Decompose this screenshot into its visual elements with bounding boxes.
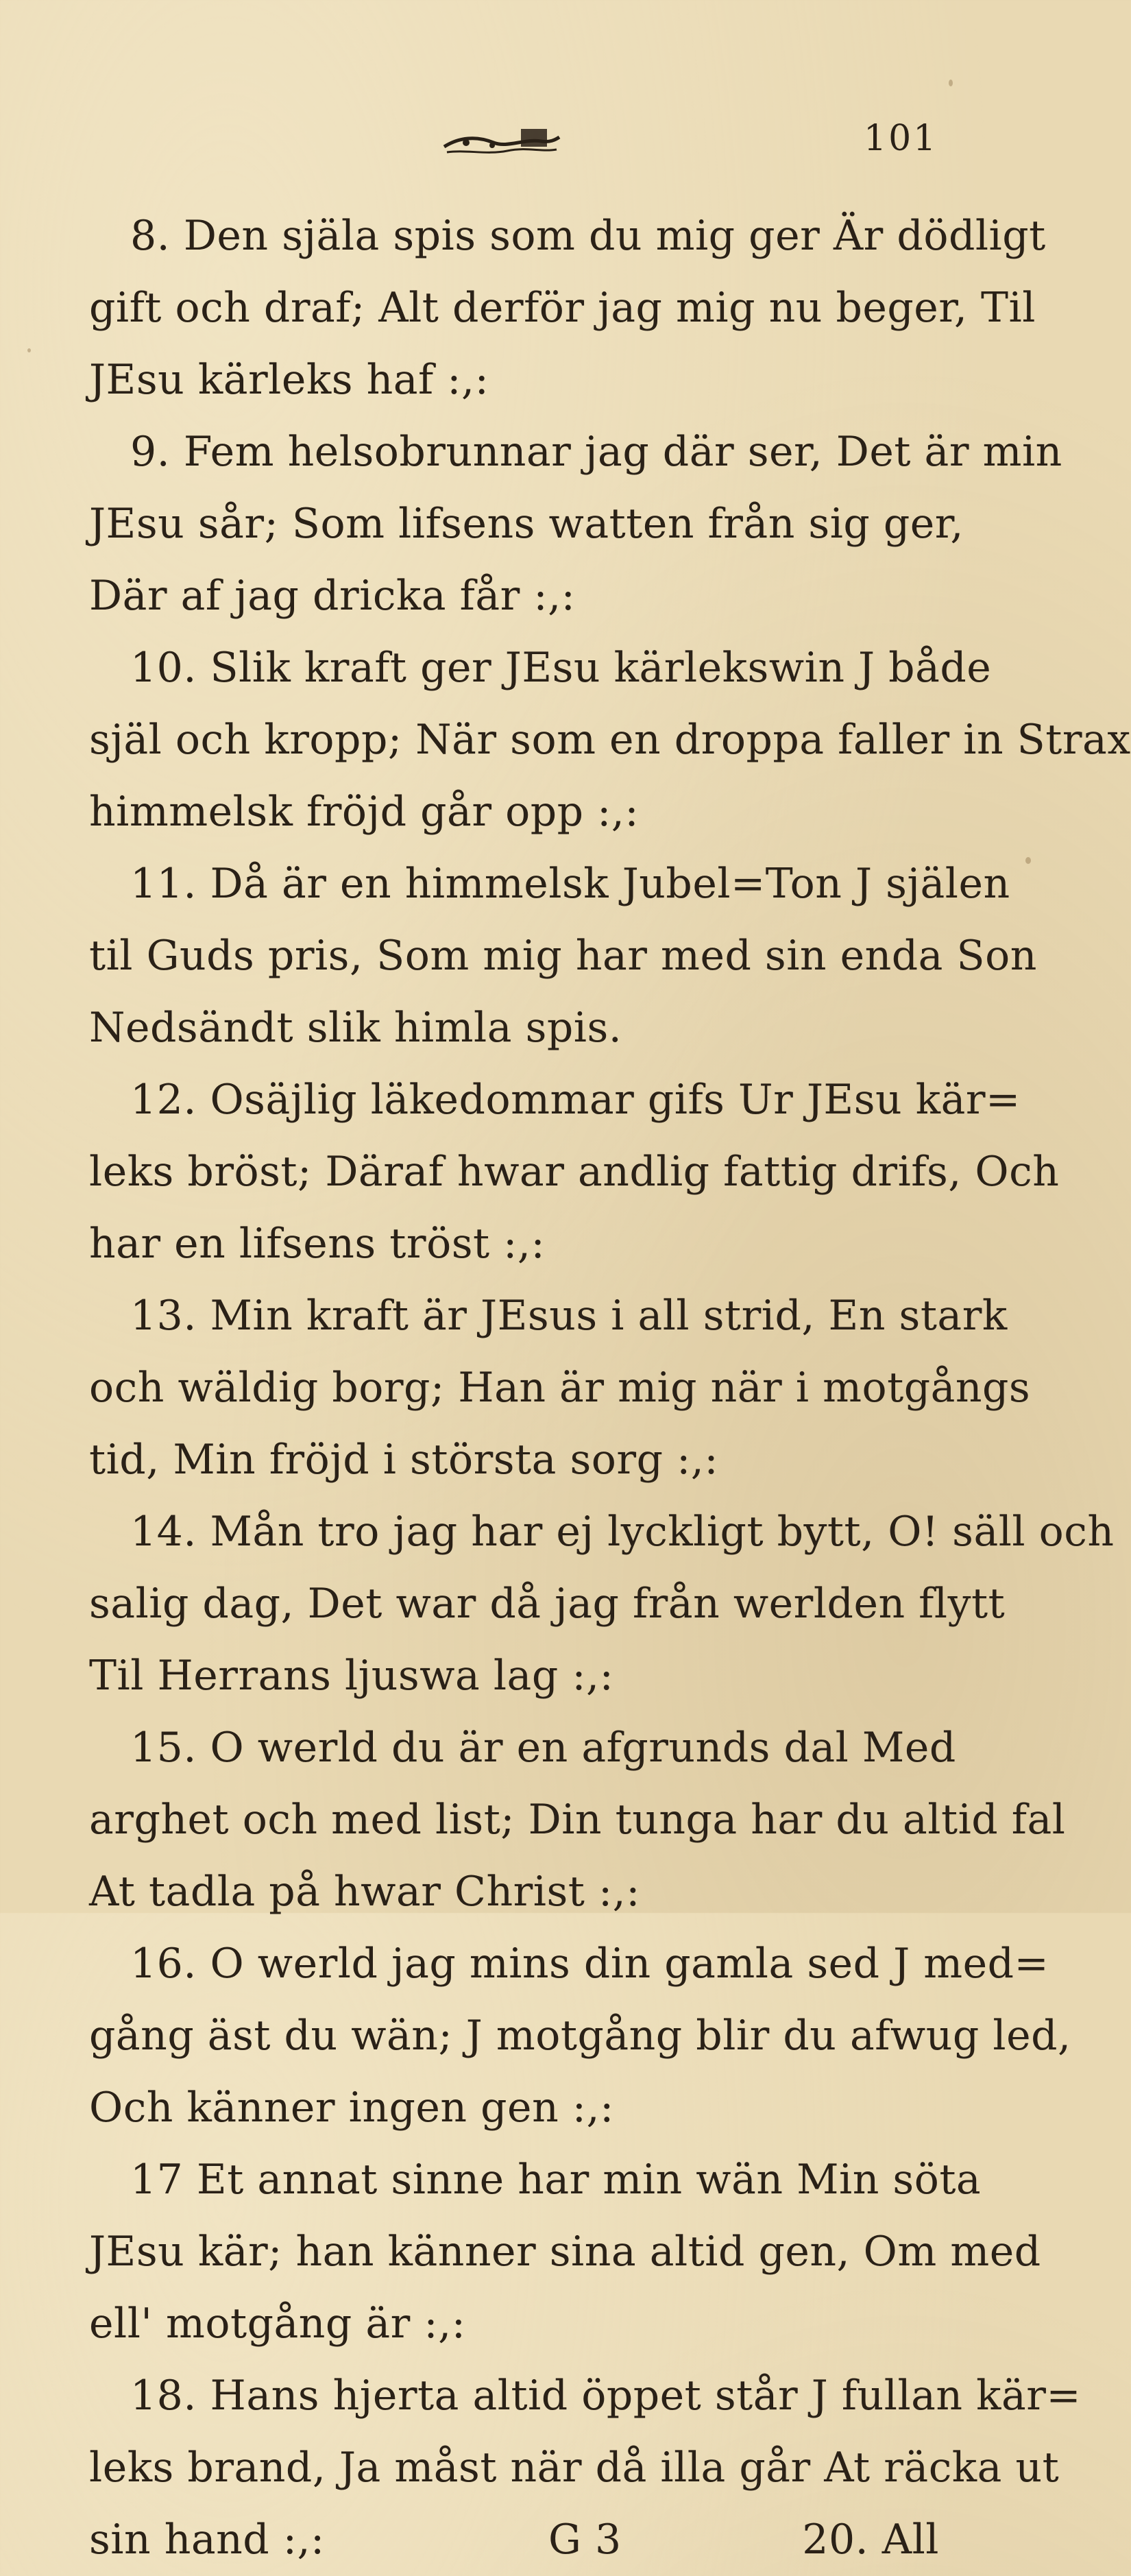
text-line: Nedsändt slik himla spis.	[89, 1004, 622, 1052]
paper-spot	[949, 80, 953, 86]
text-line: 17 Et annat sinne har min wän Min söta	[130, 2156, 982, 2204]
header-ornament-icon	[439, 122, 562, 163]
text-line: leks brand, Ja måst när då illa går At räcka ut	[89, 2444, 1060, 2492]
text-line: JEsu sår; Som lifsens watten från sig ger,	[89, 500, 964, 548]
text-line: 9. Fem helsobrunnar jag där ser, Det är min	[130, 428, 1062, 476]
text-line: tid, Min fröjd i största sorg :,:	[89, 1436, 719, 1484]
page-number: 101	[864, 118, 938, 159]
text-line: 11. Då är en himmelsk Jubel=Ton J själen	[130, 860, 1010, 908]
text-line: själ och kropp; När som en droppa faller in Strax	[89, 716, 1131, 764]
text-line: 10. Slik kraft ger JEsu kärlekswin J både	[130, 644, 992, 692]
text-line: Til Herrans ljuswa lag :,:	[89, 1652, 614, 1700]
catchword: 20. All	[802, 2516, 939, 2564]
text-line: At tadla på hwar Christ :,:	[89, 1868, 640, 1916]
text-line: 8. Den själa spis som du mig ger Är dödligt	[130, 212, 1046, 260]
text-line: gång äst du wän; J motgång blir du afwug led,	[89, 2012, 1071, 2060]
last-text: sin hand :,:	[89, 2516, 325, 2564]
text-line: 15. O werld du är en afgrunds dal Med	[130, 1724, 956, 1772]
text-line: ell' motgång är :,:	[89, 2300, 466, 2348]
text-line: til Guds pris, Som mig har med sin enda Son	[89, 932, 1037, 980]
paper-spot	[27, 348, 31, 352]
text-line: JEsu kär; han känner sina altid gen, Om med	[89, 2228, 1041, 2276]
text-line: Och känner ingen gen :,:	[89, 2084, 614, 2132]
text-line: arghet och med list; Din tunga har du altid fal	[89, 1796, 1066, 1844]
text-line: 12. Osäjlig läkedommar gifs Ur JEsu kär=	[130, 1076, 1021, 1124]
text-line: himmelsk fröjd går opp :,:	[89, 788, 640, 836]
text-line: JEsu kärleks haf :,:	[89, 356, 489, 404]
text-line: Där af jag dricka får :,:	[89, 572, 576, 620]
text-line: 14. Mån tro jag har ej lyckligt bytt, O! säll och	[130, 1508, 1115, 1556]
text-line: 16. O werld jag mins din gamla sed J med=	[130, 1940, 1049, 1988]
footer-line	[89, 2504, 939, 2576]
text-line: 18. Hans hjerta altid öppet står J fullan kär=	[130, 2372, 1082, 2420]
text-line: gift och draf; Alt derför jag mig nu beger, Til	[89, 284, 1036, 332]
text-line: salig dag, Det war då jag från werlden flytt	[89, 1580, 1006, 1628]
text-line: leks bröst; Däraf hwar andlig fattig drifs, Och	[89, 1148, 1060, 1196]
text-line: 13. Min kraft är JEsus i all strid, En stark	[130, 1292, 1008, 1340]
hymn-text	[89, 200, 1131, 2576]
paper-spot	[1025, 857, 1031, 864]
text-line: har en lifsens tröst :,:	[89, 1220, 546, 1268]
signature-mark: G 3	[548, 2516, 622, 2564]
text-line: och wäldig borg; Han är mig när i motgångs	[89, 1364, 1031, 1412]
